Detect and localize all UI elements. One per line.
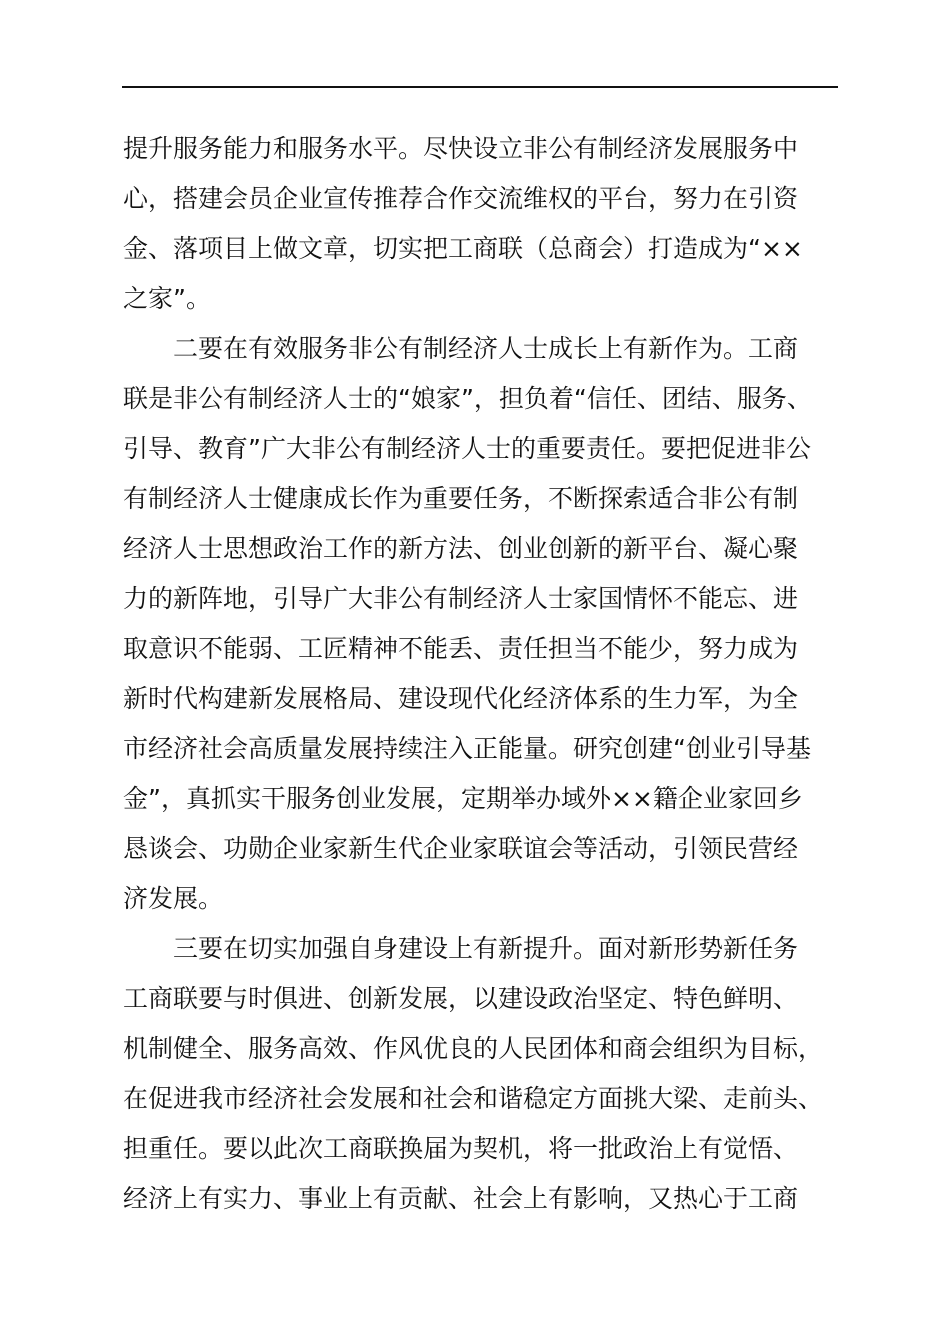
text-line: 市经济社会高质量发展持续注入正能量。研究创建“创业引导基 [123, 734, 811, 763]
text-line: 联是非公有制经济人士的“娘家”，担负着“信任、团结、服务、 [123, 384, 812, 413]
text-line: 提升服务能力和服务水平。尽快设立非公有制经济发展服务中 [123, 134, 799, 163]
text-line: 之家”。 [123, 284, 211, 313]
text-line: 经济上有实力、事业上有贡献、社会上有影响，又热心于工商 [123, 1184, 799, 1213]
text-line: 新时代构建新发展格局、建设现代化经济体系的生力军，为全 [123, 684, 799, 713]
text-line: 金、落项目上做文章，切实把工商联（总商会）打造成为“×× [123, 234, 803, 263]
body-text [123, 124, 863, 1224]
text-line: 有制经济人士健康成长作为重要任务，不断探索适合非公有制 [123, 484, 799, 513]
text-line: 恳谈会、功勋企业家新生代企业家联谊会等活动，引领民营经 [123, 834, 799, 863]
text-line: 在促进我市经济社会发展和社会和谐稳定方面挑大梁、走前头、 [123, 1084, 824, 1113]
text-line: 机制健全、服务高效、作风优良的人民团体和商会组织为目标， [123, 1034, 824, 1063]
text-line: 金”，真抓实干服务创业发展，定期举办域外××籍企业家回乡 [123, 784, 803, 813]
paragraph-start-line: 二要在有效服务非公有制经济人士成长上有新作为。工商 [173, 334, 799, 363]
text-line: 取意识不能弱、工匠精神不能丢、责任担当不能少，努力成为 [123, 634, 799, 663]
text-line: 济发展。 [123, 884, 224, 913]
header-rule [122, 86, 838, 88]
text-line: 担重任。要以此次工商联换届为契机，将一批政治上有觉悟、 [123, 1134, 799, 1163]
text-line: 力的新阵地，引导广大非公有制经济人士家国情怀不能忘、进 [123, 584, 799, 613]
text-line: 经济人士思想政治工作的新方法、创业创新的新平台、凝心聚 [123, 534, 799, 563]
text-line: 工商联要与时俱进、创新发展，以建设政治坚定、特色鲜明、 [123, 984, 799, 1013]
text-line: 心，搭建会员企业宣传推荐合作交流维权的平台，努力在引资 [123, 184, 799, 213]
text-line: 引导、教育”广大非公有制经济人士的重要责任。要把促进非公 [123, 434, 811, 463]
paragraph-start-line: 三要在切实加强自身建设上有新提升。面对新形势新任务 [173, 934, 799, 963]
